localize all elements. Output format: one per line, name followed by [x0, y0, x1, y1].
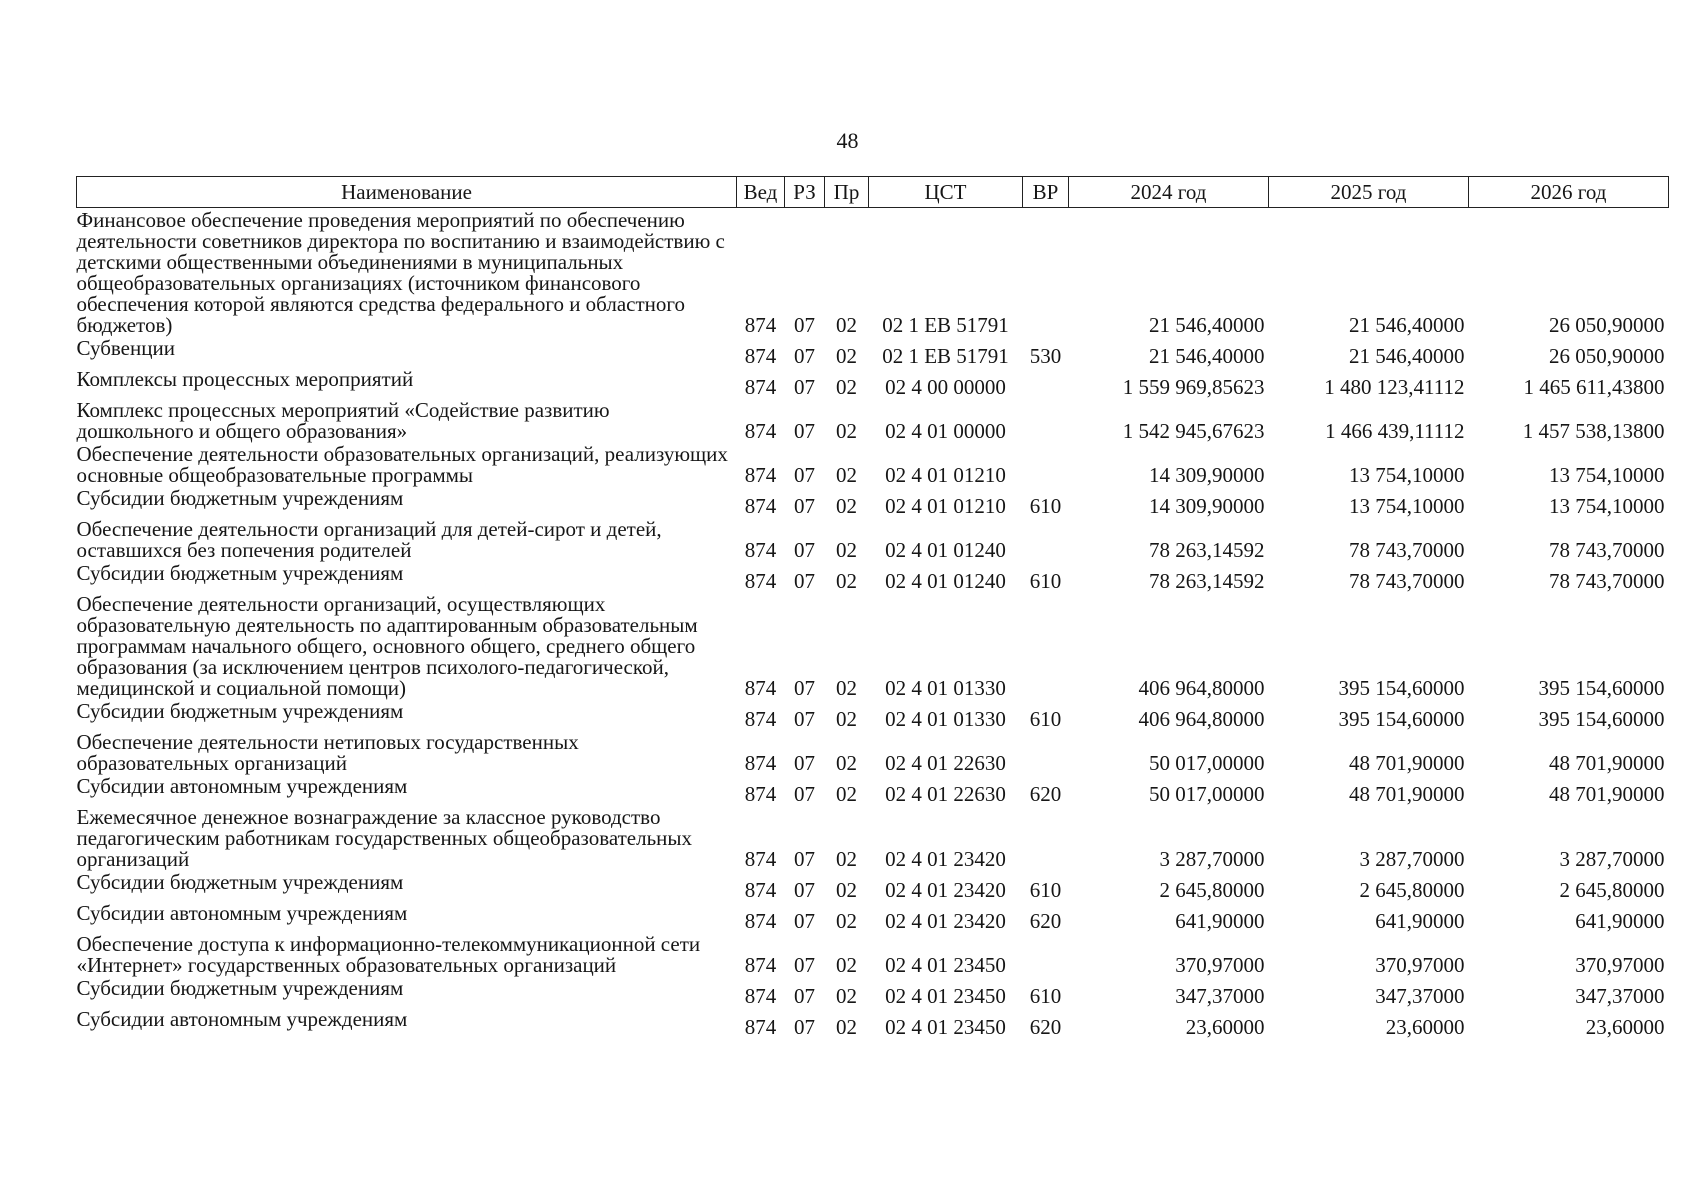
cell-vr: 530	[1029, 344, 1062, 368]
budget-table	[76, 176, 1669, 1038]
cell-vr: 610	[1029, 494, 1062, 518]
cell-pr: 02	[836, 953, 857, 977]
cell-cst: 02 4 01 23420	[885, 909, 1006, 933]
cell-ved: 874	[744, 909, 777, 933]
table-row	[77, 486, 1669, 517]
cell-2025: 48 701,90000	[1349, 751, 1465, 775]
cell-rz: 07	[794, 707, 815, 731]
cell-ved: 874	[744, 569, 777, 593]
cell-ved: 874	[744, 984, 777, 1008]
cell-cst: 02 4 01 23420	[885, 878, 1006, 902]
header-2025: 2025 год	[1269, 177, 1469, 208]
cell-cst: 02 4 01 23450	[885, 1015, 1006, 1039]
cell-2025: 21 546,40000	[1349, 344, 1465, 368]
cell-2026: 48 701,90000	[1549, 782, 1665, 806]
cell-cst: 02 4 01 00000	[885, 419, 1006, 443]
cell-2025: 2 645,80000	[1359, 878, 1465, 902]
cell-2026: 78 743,70000	[1549, 538, 1665, 562]
cell-ved: 874	[744, 707, 777, 731]
cell-pr: 02	[836, 782, 857, 806]
cell-2024: 2 645,80000	[1159, 878, 1265, 902]
cell-2025: 347,37000	[1375, 984, 1465, 1008]
row-name: Субсидии бюджетным учреждениям	[76, 486, 404, 510]
cell-pr: 02	[836, 878, 857, 902]
cell-rz: 07	[794, 344, 815, 368]
cell-vr	[1023, 398, 1069, 442]
cell-pr: 02	[836, 1015, 857, 1039]
cell-cst: 02 1 ЕВ 51791	[882, 313, 1009, 337]
header-rz: РЗ	[785, 177, 825, 208]
cell-2026: 23,60000	[1585, 1015, 1665, 1039]
cell-vr: 620	[1029, 909, 1062, 933]
cell-rz: 07	[794, 953, 815, 977]
cell-rz: 07	[794, 878, 815, 902]
table-row	[77, 442, 1669, 486]
cell-vr: 610	[1029, 707, 1062, 731]
cell-2025: 641,90000	[1375, 909, 1465, 933]
table-header-row	[77, 177, 1669, 208]
row-name: Субсидии автономным учреждениям	[76, 774, 408, 798]
cell-2025: 78 743,70000	[1349, 569, 1465, 593]
cell-2026: 3 287,70000	[1559, 847, 1665, 871]
cell-cst: 02 4 01 22630	[885, 782, 1006, 806]
cell-ved: 874	[744, 1015, 777, 1039]
cell-vr	[1023, 592, 1069, 699]
cell-vr: 610	[1029, 569, 1062, 593]
cell-cst: 02 4 01 01330	[885, 707, 1006, 731]
cell-pr: 02	[836, 538, 857, 562]
cell-cst: 02 4 01 01330	[885, 676, 1006, 700]
cell-ved: 874	[744, 494, 777, 518]
cell-pr: 02	[836, 751, 857, 775]
cell-2024: 50 017,00000	[1149, 782, 1265, 806]
table-row	[77, 367, 1669, 398]
row-name: Комплекс процессных мероприятий «Содействие развитию дошкольного и общего образования»	[76, 398, 610, 443]
header-2026: 2026 год	[1469, 177, 1669, 208]
cell-pr: 02	[836, 313, 857, 337]
table-row	[77, 208, 1669, 337]
row-name: Субсидии бюджетным учреждениям	[76, 699, 404, 723]
table-row	[77, 699, 1669, 730]
cell-2025: 21 546,40000	[1349, 313, 1465, 337]
row-name: Субсидии бюджетным учреждениям	[76, 870, 404, 894]
table-row	[77, 774, 1669, 805]
cell-rz: 07	[794, 782, 815, 806]
cell-ved: 874	[744, 375, 777, 399]
cell-cst: 02 4 01 23450	[885, 953, 1006, 977]
cell-cst: 02 4 01 22630	[885, 751, 1006, 775]
cell-cst: 02 4 01 01240	[885, 569, 1006, 593]
cell-cst: 02 1 ЕВ 51791	[882, 344, 1009, 368]
cell-ved: 874	[744, 538, 777, 562]
row-name: Субвенции	[76, 336, 175, 360]
cell-2025: 1 466 439,11112	[1325, 419, 1465, 443]
cell-pr: 02	[836, 707, 857, 731]
cell-ved: 874	[744, 847, 777, 871]
cell-2024: 78 263,14592	[1149, 538, 1265, 562]
cell-ved: 874	[744, 463, 777, 487]
cell-pr: 02	[836, 494, 857, 518]
cell-2026: 641,90000	[1575, 909, 1665, 933]
cell-2025: 13 754,10000	[1349, 463, 1465, 487]
cell-cst: 02 4 01 01210	[885, 463, 1006, 487]
cell-rz: 07	[794, 375, 815, 399]
cell-cst: 02 4 00 00000	[885, 375, 1006, 399]
cell-2026: 13 754,10000	[1549, 463, 1665, 487]
cell-vr	[1023, 208, 1069, 337]
row-name: Комплексы процессных мероприятий	[76, 367, 414, 391]
cell-pr: 02	[836, 909, 857, 933]
cell-rz: 07	[794, 676, 815, 700]
cell-vr	[1023, 442, 1069, 486]
cell-vr	[1023, 805, 1069, 870]
cell-2026: 78 743,70000	[1549, 569, 1665, 593]
header-name: Наименование	[77, 177, 737, 208]
row-name: Обеспечение деятельности организаций, осуществляющих образовательную деятельность по адаптированным образовательным программам начального общего, основного общего, среднего общего образования (за исключением центров психолого-педагогической, медицинской и социальной помощи)	[76, 592, 698, 700]
cell-cst: 02 4 01 23420	[885, 847, 1006, 871]
header-ved: Вед	[737, 177, 785, 208]
page-number: 48	[836, 128, 859, 153]
cell-2026: 26 050,90000	[1549, 344, 1665, 368]
table-row	[77, 398, 1669, 442]
cell-vr	[1023, 932, 1069, 976]
table-row	[77, 870, 1669, 901]
cell-vr: 610	[1029, 984, 1062, 1008]
cell-rz: 07	[794, 1015, 815, 1039]
row-name: Субсидии бюджетным учреждениям	[76, 976, 404, 1000]
cell-vr: 620	[1029, 782, 1062, 806]
cell-2026: 347,37000	[1575, 984, 1665, 1008]
cell-2025: 13 754,10000	[1349, 494, 1465, 518]
cell-pr: 02	[836, 569, 857, 593]
cell-ved: 874	[744, 953, 777, 977]
cell-2024: 50 017,00000	[1149, 751, 1265, 775]
cell-2025: 78 743,70000	[1349, 538, 1465, 562]
cell-2024: 23,60000	[1185, 1015, 1265, 1039]
cell-2024: 21 546,40000	[1149, 344, 1265, 368]
cell-2026: 13 754,10000	[1549, 494, 1665, 518]
cell-pr: 02	[836, 984, 857, 1008]
cell-vr: 620	[1029, 1015, 1062, 1039]
cell-2025: 3 287,70000	[1359, 847, 1465, 871]
cell-2025: 48 701,90000	[1349, 782, 1465, 806]
cell-2025: 395 154,60000	[1338, 676, 1465, 700]
cell-2026: 26 050,90000	[1549, 313, 1665, 337]
cell-2024: 406 964,80000	[1138, 676, 1265, 700]
cell-2024: 78 263,14592	[1149, 569, 1265, 593]
cell-2026: 48 701,90000	[1549, 751, 1665, 775]
row-name: Ежемесячное денежное вознаграждение за классное руководство педагогическим работникам государственных общеобразовательных организаций	[76, 805, 693, 871]
cell-rz: 07	[794, 569, 815, 593]
cell-vr	[1023, 367, 1069, 398]
table-row	[77, 1007, 1669, 1038]
cell-pr: 02	[836, 463, 857, 487]
row-name: Финансовое обеспечение проведения мероприятий по обеспечению деятельности советников директора по воспитанию и взаимодействию с детскими общественными объединениями в муниципальных общеобразовательных организациях (источником финансового обеспечения которой являются средства федерального и областного бюджетов)	[76, 208, 725, 337]
cell-2026: 2 645,80000	[1559, 878, 1665, 902]
cell-pr: 02	[836, 344, 857, 368]
cell-vr	[1023, 517, 1069, 561]
table-row	[77, 592, 1669, 699]
cell-2025: 395 154,60000	[1338, 707, 1465, 731]
cell-pr: 02	[836, 419, 857, 443]
cell-rz: 07	[794, 538, 815, 562]
row-name: Субсидии бюджетным учреждениям	[76, 561, 404, 585]
cell-2024: 641,90000	[1175, 909, 1265, 933]
cell-2026: 1 465 611,43800	[1523, 375, 1665, 399]
cell-2024: 406 964,80000	[1138, 707, 1265, 731]
cell-cst: 02 4 01 23450	[885, 984, 1006, 1008]
cell-ved: 874	[744, 782, 777, 806]
cell-2026: 395 154,60000	[1538, 676, 1665, 700]
cell-2026: 370,97000	[1575, 953, 1665, 977]
header-cst: ЦСТ	[869, 177, 1023, 208]
cell-ved: 874	[744, 344, 777, 368]
row-name: Обеспечение доступа к информационно-телекоммуникационной сети «Интернет» государственных образовательных организаций	[76, 932, 701, 977]
header-pr: Пр	[825, 177, 869, 208]
cell-2024: 14 309,90000	[1149, 463, 1265, 487]
table-body	[77, 208, 1669, 1039]
cell-2025: 370,97000	[1375, 953, 1465, 977]
cell-2024: 14 309,90000	[1149, 494, 1265, 518]
table-row	[77, 901, 1669, 932]
table-row	[77, 932, 1669, 976]
row-name: Субсидии автономным учреждениям	[76, 1007, 408, 1031]
cell-2025: 23,60000	[1385, 1015, 1465, 1039]
table-row	[77, 517, 1669, 561]
cell-ved: 874	[744, 676, 777, 700]
cell-2026: 1 457 538,13800	[1522, 419, 1665, 443]
cell-cst: 02 4 01 01240	[885, 538, 1006, 562]
row-name: Обеспечение деятельности образовательных организаций, реализующих основные общеобразовательные программы	[76, 442, 728, 487]
cell-rz: 07	[794, 313, 815, 337]
cell-2025: 1 480 123,41112	[1324, 375, 1465, 399]
row-name: Обеспечение деятельности нетиповых государственных образовательных организаций	[76, 730, 579, 775]
cell-vr	[1023, 730, 1069, 774]
header-vr: ВР	[1023, 177, 1069, 208]
row-name: Обеспечение деятельности организаций для детей-сирот и детей, оставшихся без попечения родителей	[76, 517, 662, 562]
cell-vr: 610	[1029, 878, 1062, 902]
cell-pr: 02	[836, 375, 857, 399]
cell-rz: 07	[794, 419, 815, 443]
cell-pr: 02	[836, 847, 857, 871]
cell-2026: 395 154,60000	[1538, 707, 1665, 731]
cell-rz: 07	[794, 494, 815, 518]
table-row	[77, 336, 1669, 367]
cell-2024: 347,37000	[1175, 984, 1265, 1008]
table-row	[77, 976, 1669, 1007]
header-2024: 2024 год	[1069, 177, 1269, 208]
cell-rz: 07	[794, 984, 815, 1008]
cell-ved: 874	[744, 313, 777, 337]
table-row	[77, 805, 1669, 870]
cell-ved: 874	[744, 419, 777, 443]
cell-rz: 07	[794, 909, 815, 933]
cell-ved: 874	[744, 878, 777, 902]
cell-2024: 1 542 945,67623	[1122, 419, 1265, 443]
cell-rz: 07	[794, 847, 815, 871]
cell-rz: 07	[794, 751, 815, 775]
table-row	[77, 730, 1669, 774]
cell-ved: 874	[744, 751, 777, 775]
cell-2024: 3 287,70000	[1159, 847, 1265, 871]
cell-rz: 07	[794, 463, 815, 487]
cell-cst: 02 4 01 01210	[885, 494, 1006, 518]
row-name: Субсидии автономным учреждениям	[76, 901, 408, 925]
cell-2024: 1 559 969,85623	[1122, 375, 1265, 399]
cell-2024: 21 546,40000	[1149, 313, 1265, 337]
cell-pr: 02	[836, 676, 857, 700]
table-row	[77, 561, 1669, 592]
cell-2024: 370,97000	[1175, 953, 1265, 977]
